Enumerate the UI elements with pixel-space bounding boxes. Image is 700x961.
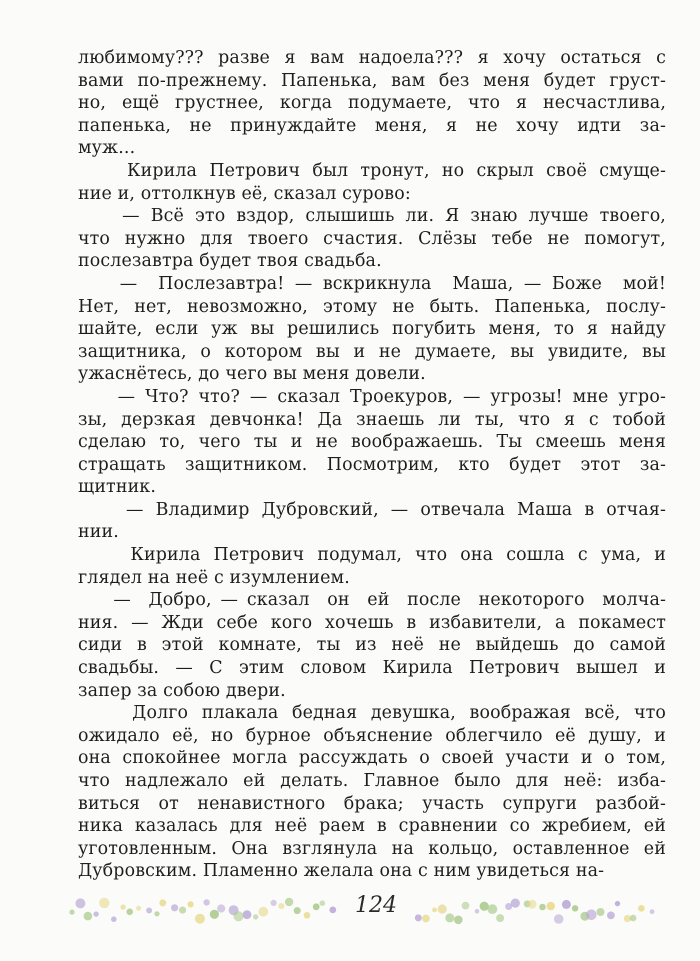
flower-dot — [203, 899, 209, 905]
flower-dot — [217, 904, 225, 912]
flower-dot — [572, 905, 578, 911]
paragraph — [78, 160, 666, 205]
text-line: виться от ненавистного брака; участь супруги разбой- — [78, 793, 666, 814]
flower-dot — [146, 908, 152, 914]
paragraph — [78, 499, 666, 544]
flower-dot — [650, 909, 655, 914]
flower-dot — [313, 903, 320, 910]
paragraph — [78, 47, 666, 160]
flower-dot — [539, 904, 546, 911]
flower-dot — [154, 911, 159, 916]
flower-dot — [126, 909, 133, 916]
flower-dot — [171, 904, 178, 911]
flower-dot — [329, 907, 336, 914]
flower-dot — [432, 908, 437, 913]
page-text — [78, 47, 666, 883]
text-line: свадьбы. — С этим словом Кирила Петрович вышел и — [78, 658, 666, 679]
flower-dot — [120, 904, 125, 909]
flower-dot — [258, 907, 268, 917]
text-line: ужаснётесь, до чего вы меня довели. — [78, 364, 426, 385]
flower-dot — [136, 906, 141, 911]
text-line: — Добро, — сказал он ей после некоторого молча- — [78, 590, 666, 611]
text-line: что надлежало ей делать. Главное было для неё: изба- — [78, 771, 666, 791]
flower-dot — [630, 915, 637, 922]
text-line: любимому??? разве я вам надоела??? я хочу остаться с — [78, 48, 666, 68]
flower-dot — [243, 910, 252, 919]
flower-dot — [179, 907, 186, 914]
flower-dot — [233, 911, 243, 921]
flower-dot — [253, 914, 258, 919]
text-line: ника казалась для неё раем в сравнении со жребием, ей — [78, 816, 666, 837]
text-line: — Послезавтра! — вскрикнула Маша, — Боже мой! — [78, 273, 666, 294]
flower-dot — [488, 904, 498, 914]
text-line: ния. — Жди себе кого хочешь в избавители, а покамест — [78, 612, 666, 633]
text-line: что нужно для твоего счастия. Слёзы тебе не помогут, — [78, 228, 666, 249]
flower-dot — [415, 914, 422, 921]
text-line: но, ещё грустнее, когда подумаете, что я несчастлива, — [78, 93, 666, 114]
flower-dot — [422, 915, 430, 923]
flower-dot — [285, 898, 293, 906]
text-line: Дубровским. Пламенно желала она с ним увидеться на- — [78, 861, 605, 882]
flower-dot — [586, 910, 597, 921]
text-line: Долго плакала бедная девушка, воображая всё, что — [78, 703, 666, 724]
text-line: стращать защитником. Посмотрим, кто будет этот за- — [78, 454, 666, 475]
paragraph — [78, 544, 666, 589]
flower-dot — [475, 909, 480, 914]
flower-dot — [511, 899, 520, 908]
flower-dot — [528, 900, 537, 909]
flower-dot — [159, 899, 166, 906]
flower-dot — [75, 898, 85, 908]
text-line: Кирила Петрович подумал, что она сошла с ума, и — [78, 545, 666, 566]
text-line: уготовленным. Она взглянула на кольцо, оставленное ей — [78, 838, 666, 859]
text-line: — Что? что? — сказал Троекуров, — угрозы! мне угро- — [78, 386, 666, 407]
text-line: защитника, о котором вы и не думаете, вы увидите, вы — [78, 341, 666, 362]
flower-dot — [320, 900, 326, 906]
text-line: ние и, оттолкнув её, сказал сурово: — [78, 183, 411, 204]
flower-dot — [195, 914, 205, 924]
text-line: ожидало её, но бурное объяснение облегчило её душу, и — [78, 725, 666, 746]
text-line: папенька, не принуждайте меня, я не хочу идти за- — [78, 115, 666, 136]
page-number: 124 — [340, 893, 412, 918]
text-line: шайте, если уж вы решились погубить меня, то я найду — [78, 319, 666, 340]
flower-dot — [462, 902, 470, 910]
text-line: — Владимир Дубровский, — отвечала Маша в отчая- — [78, 499, 666, 520]
flower-dot — [445, 913, 454, 922]
flower-dot — [638, 905, 645, 912]
text-line: Кирила Петрович был тронут, но скрыл своё смуще- — [78, 160, 666, 181]
flower-dot — [615, 901, 620, 906]
paragraph — [78, 589, 666, 702]
flower-dot — [271, 900, 277, 906]
text-line: щитник. — [78, 477, 157, 498]
flower-dot — [84, 912, 93, 921]
text-line: Нет, нет, невозможно, этому не быть. Папенька, послу- — [78, 296, 666, 317]
paragraph — [78, 702, 666, 883]
flower-dot — [597, 908, 605, 916]
text-line: вами по-прежнему. Папенька, вам без меня будет груст- — [78, 70, 666, 91]
text-line: она спокойнее могла рассуждать о своей участи и о том, — [78, 748, 666, 769]
flower-dot — [547, 902, 555, 910]
flower-dot — [454, 916, 463, 925]
flower-dot — [480, 902, 489, 911]
text-line: — Всё это вздор, слышишь ли. Я знаю лучше твоего, — [78, 206, 666, 227]
text-line: сиди в этой комнате, ты из неё не выйдешь до самой — [78, 635, 666, 656]
flower-dot — [562, 900, 571, 909]
text-line: сделаю то, чего ты и не воображаешь. Ты смеешь меня — [78, 432, 666, 453]
text-line: муж... — [78, 138, 136, 159]
flower-dot — [99, 898, 109, 908]
paragraph — [78, 205, 666, 273]
flower-dot — [278, 903, 284, 909]
text-line: глядел на неё с изумлением. — [78, 567, 350, 588]
flower-dot — [607, 912, 615, 920]
flower-dot — [496, 914, 504, 922]
flower-dot — [69, 910, 74, 915]
flower-dot — [304, 912, 311, 919]
text-line: запер за собою двери. — [78, 680, 286, 701]
flower-dot — [554, 914, 564, 924]
flower-dot — [438, 904, 447, 913]
paragraph — [78, 386, 666, 499]
paragraph — [78, 273, 666, 386]
text-line: нии. — [78, 522, 119, 543]
flower-dot — [210, 910, 219, 919]
flower-dot — [93, 911, 98, 916]
flower-dot — [294, 907, 301, 914]
flower-dot — [188, 901, 194, 907]
text-line: послезавтра будет твоя свадьба. — [78, 251, 382, 272]
flower-dot — [111, 916, 117, 922]
text-line: зы, дерзкая девчонка! Да знаешь ли ты, что я с тобой — [78, 409, 666, 430]
